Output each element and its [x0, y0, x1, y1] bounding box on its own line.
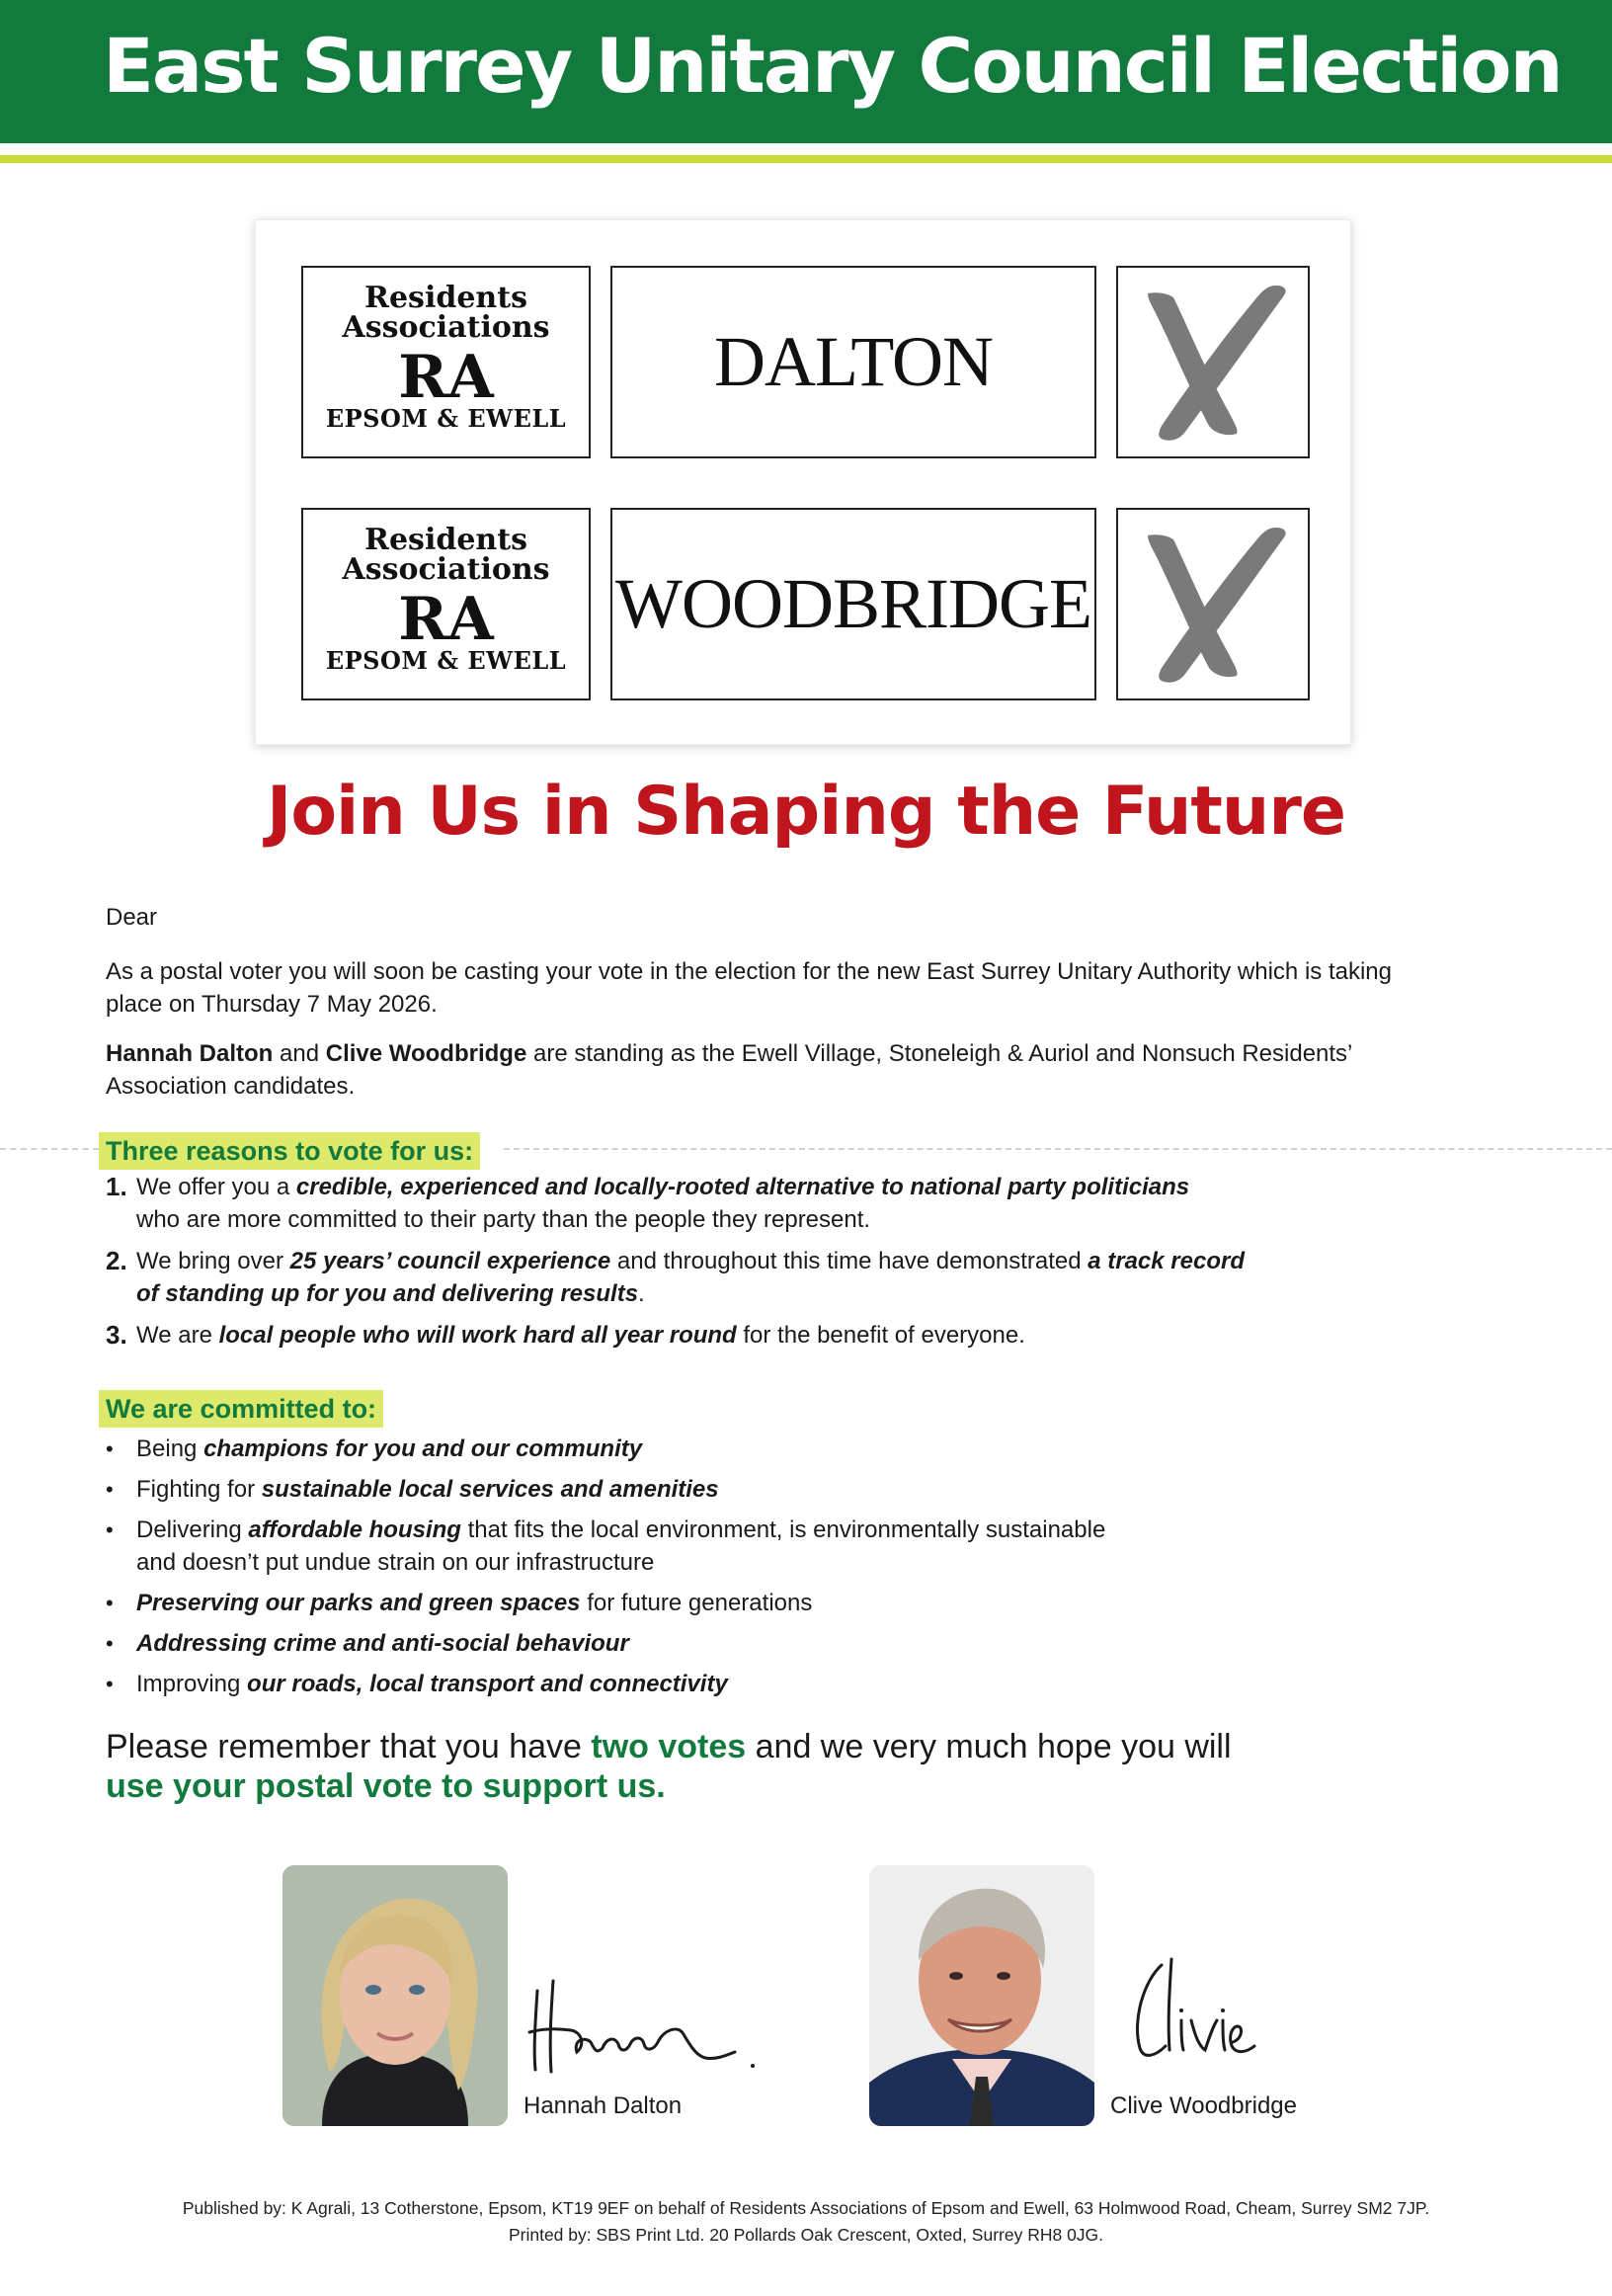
- candidate-box: [610, 508, 1096, 700]
- signature-hannah: [524, 1971, 761, 2080]
- intro-paragraph: [106, 955, 1528, 1021]
- closing-text: .: [656, 1767, 666, 1805]
- party-abbreviation: RA: [398, 585, 494, 654]
- party-emblem: [301, 266, 591, 458]
- list-item: [106, 1668, 1390, 1700]
- item-text: Being: [136, 1435, 204, 1462]
- item-text: for the benefit of everyone.: [736, 1322, 1025, 1349]
- item-emphasis: of standing up for you and delivering results: [136, 1280, 639, 1307]
- list-item: [106, 1627, 1390, 1660]
- cross-mark-icon: [1128, 518, 1298, 691]
- party-name-line2: Associations: [342, 310, 550, 345]
- party-abbreviation: RA: [398, 343, 494, 412]
- candidate-caption: Clive Woodbridge: [1110, 2092, 1297, 2119]
- list-item: [106, 1587, 1390, 1619]
- item-text: We are: [136, 1322, 219, 1349]
- closing-text: Please remember that you have: [106, 1728, 592, 1765]
- list-item: [106, 1473, 1390, 1506]
- candidate-box: [610, 266, 1096, 458]
- reasons-list: [106, 1171, 1390, 1360]
- item-emphasis: champions for you and our community: [203, 1435, 643, 1462]
- imprint-printed: Printed by: SBS Print Ltd. 20 Pollards Oak Crescent, Oxted, Surrey RH8 0JG.: [508, 2225, 1104, 2245]
- bullet: •: [106, 1672, 114, 1696]
- bullet: •: [106, 1477, 114, 1502]
- standing-text: Association candidates.: [106, 1073, 356, 1100]
- closing-statement: [106, 1727, 1489, 1806]
- vote-box: [1116, 508, 1310, 700]
- candidate-photo-clive: [869, 1865, 1094, 2126]
- bullet: •: [106, 1436, 114, 1461]
- item-text: Fighting for: [136, 1476, 262, 1503]
- party-area: EPSOM & EWELL: [325, 404, 567, 433]
- item-text: We offer you a: [136, 1174, 296, 1200]
- candidate-surname: WOODBRIDGE: [615, 564, 1091, 643]
- candidate-surname: DALTON: [713, 322, 994, 401]
- item-text: who are more committed to their party than the people they represent.: [136, 1206, 871, 1233]
- standing-text: are standing as the Ewell Village, Stoneleigh & Auriol and Nonsuch Residents’: [526, 1040, 1353, 1067]
- item-text: Delivering: [136, 1517, 249, 1543]
- item-text: and throughout this time have demonstrated: [610, 1248, 1088, 1274]
- list-item: [106, 1319, 1390, 1352]
- item-text: and doesn’t put undue strain on our infrastructure: [136, 1549, 655, 1576]
- party-emblem: [301, 508, 591, 700]
- party-area: EPSOM & EWELL: [325, 646, 567, 675]
- page-title: East Surrey Unitary Council Election: [103, 22, 1562, 110]
- divider: [0, 1148, 99, 1150]
- item-text: for future generations: [580, 1590, 813, 1616]
- list-item: [106, 1245, 1390, 1310]
- section-heading-reasons: Three reasons to vote for us:: [99, 1132, 480, 1170]
- item-text: that fits the local environment, is environmentally sustainable: [460, 1517, 1106, 1543]
- item-number: 2.: [106, 1246, 127, 1275]
- closing-emphasis: use your postal vote to support us: [106, 1767, 657, 1805]
- item-emphasis: Preserving our parks and green spaces: [136, 1590, 581, 1616]
- intro-line: place on Thursday 7 May 2026.: [106, 991, 438, 1018]
- party-name-line1: Residents: [364, 523, 527, 557]
- divider: [504, 1148, 1612, 1150]
- item-emphasis: sustainable local services and amenities: [261, 1476, 719, 1503]
- list-item: [106, 1433, 1390, 1465]
- item-emphasis: Addressing crime and anti-social behaviour: [136, 1630, 629, 1657]
- list-item: [106, 1514, 1390, 1579]
- item-emphasis: local people who will work hard all year round: [218, 1322, 737, 1349]
- item-number: 3.: [106, 1320, 127, 1350]
- item-emphasis: affordable housing: [248, 1517, 461, 1543]
- vote-box: [1116, 266, 1310, 458]
- imprint-published: Published by: K Agrali, 13 Cotherstone, Epsom, KT19 9EF on behalf of Residents Associations of Epsom and Ewell, 63 Holmwood Road, Cheam, Surrey SM2 7JP.: [182, 2198, 1430, 2218]
- closing-emphasis: two votes: [591, 1728, 747, 1765]
- list-item: [106, 1171, 1390, 1236]
- candidate-caption: Hannah Dalton: [524, 2092, 683, 2119]
- item-text: We bring over: [136, 1248, 290, 1274]
- bullet: •: [106, 1631, 114, 1656]
- salutation: Dear: [106, 904, 158, 931]
- section-heading-commitments: We are committed to:: [99, 1390, 383, 1428]
- item-text: Improving: [136, 1671, 248, 1697]
- closing-text: and we very much hope you will: [746, 1728, 1232, 1765]
- signature-clive: [1126, 1951, 1264, 2070]
- headline: Join Us in Shaping the Future: [267, 773, 1345, 851]
- bullet: •: [106, 1517, 114, 1542]
- item-emphasis: credible, experienced and locally-rooted alternative to national party politicians: [295, 1174, 1190, 1200]
- header-banner: [0, 0, 1612, 143]
- item-emphasis: a track record: [1088, 1248, 1245, 1274]
- header-divider: [0, 155, 1612, 163]
- party-name-line2: Associations: [342, 552, 550, 587]
- candidate-name: Hannah Dalton: [106, 1040, 274, 1067]
- bullet: •: [106, 1591, 114, 1615]
- candidates-paragraph: [106, 1037, 1528, 1103]
- cross-mark-icon: [1128, 276, 1298, 449]
- candidate-name: Clive Woodbridge: [325, 1040, 527, 1067]
- commitments-list: [106, 1433, 1390, 1708]
- party-name-line1: Residents: [364, 281, 527, 315]
- conjunction: and: [273, 1040, 326, 1067]
- ballot-card: [255, 219, 1351, 745]
- item-text: .: [638, 1280, 645, 1307]
- item-number: 1.: [106, 1172, 127, 1201]
- item-emphasis: 25 years’ council experience: [289, 1248, 611, 1274]
- candidate-photo-hannah: [282, 1865, 508, 2126]
- intro-line: As a postal voter you will soon be casting your vote in the election for the new East Surrey Unitary Authority which is taking: [106, 958, 1392, 985]
- item-emphasis: our roads, local transport and connectivity: [247, 1671, 728, 1697]
